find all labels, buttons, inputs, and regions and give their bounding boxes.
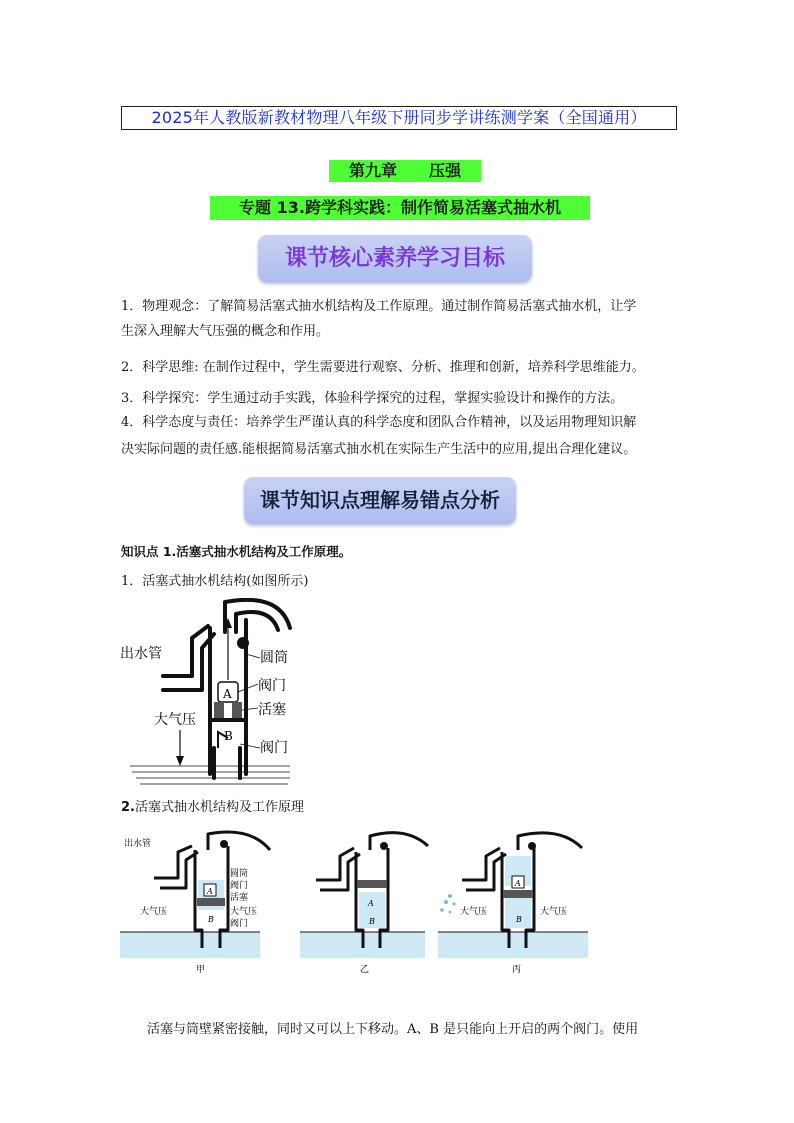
stage3-atm-right-label: 大气压 — [540, 907, 568, 917]
cylinder-label: 圆筒 — [260, 650, 288, 666]
goal-item-1-line-2: 生深入理解大气压强的概念和作用。 — [121, 324, 330, 339]
goal-item-3: 3．科学探究：学生通过动手实践，体验科学探究的过程，掌握实验设计和操作的方法。 — [121, 391, 624, 406]
atmospheric-pressure-label: 大气压 — [154, 712, 196, 728]
outlet-pipe-label: 出水管 — [120, 646, 162, 662]
piston-label: 活塞 — [258, 702, 286, 718]
stage1-atm-left-label: 大气压 — [140, 907, 168, 917]
chapter-title: 第九章 压强 — [329, 160, 481, 182]
topic-title: 专题 13.跨学科实践：制作简易活塞式抽水机 — [210, 196, 590, 220]
learning-goals-banner: 课节核心素养学习目标 — [258, 235, 532, 282]
goal-item-2: 2．科学思维: 在制作过程中，学生需要进行观察、分析、推理和创新，培养科学思维能力。 — [121, 360, 645, 375]
goal-item-4-line-1: 4．科学态度与责任：培养学生严谨认真的科学态度和团队合作精神，以及运用物理知识解 — [121, 415, 637, 430]
stage3-valve-b-label: B — [516, 915, 522, 924]
principle-paragraph: 活塞与筒壁紧密接触，同时又可以上下移动。A、B 是只能向上开启的两个阀门。使用 — [147, 1022, 639, 1037]
stage1-valve-a-label: A — [207, 887, 213, 896]
stage1-piston-label: 活塞 — [230, 893, 249, 903]
stage2-valve-b-label: B — [369, 917, 375, 926]
stage3-valve-a-label: A — [515, 879, 521, 888]
pump-structure-diagram — [110, 598, 300, 788]
stage3-atm-left-label: 大气压 — [460, 907, 488, 917]
valve-b-label: B — [224, 729, 233, 743]
stage3-caption: 丙 — [512, 965, 522, 975]
goal-item-4-line-2: 决实际问题的责任感.能根据简易活塞式抽水机在实际生产生活中的应用,提出合理化建议。 — [121, 442, 637, 457]
valve-bottom-label: 阀门 — [260, 740, 288, 756]
stage1-valve-label: 阀门 — [230, 881, 249, 891]
stage1-valve2-label: 阀门 — [230, 919, 249, 929]
valve-a-label: A — [223, 687, 232, 701]
structure-subheading: 1．活塞式抽水机结构(如图所示) — [121, 574, 309, 589]
stage2-caption: 乙 — [360, 965, 370, 975]
handle-pivot-icon — [237, 637, 249, 649]
document-header: 2025年人教版新教材物理八年级下册同步学讲练测学案（全国通用） — [121, 106, 677, 130]
valve-top-label: 阀门 — [258, 678, 286, 694]
goal-item-1-line-1: 1．物理观念：了解简易活塞式抽水机结构及工作原理。通过制作简易活塞式抽水机，让学 — [121, 299, 637, 314]
principle-subheading: 2.活塞式抽水机结构及工作原理 — [121, 800, 304, 815]
stage1-atm-right-label: 大气压 — [230, 907, 258, 917]
stage1-cylinder-label: 圆筒 — [230, 869, 249, 879]
stage2-valve-a-label: A — [368, 899, 374, 908]
pump-stages-diagram — [120, 830, 600, 980]
knowledge-point-title: 知识点 1.活塞式抽水机结构及工作原理。 — [121, 544, 352, 559]
knowledge-points-banner: 课节知识点理解易错点分析 — [244, 477, 516, 524]
stage1-valve-b-label: B — [208, 915, 214, 924]
stage1-caption: 甲 — [196, 965, 206, 975]
stage1-outlet-label: 出水管 — [124, 839, 152, 849]
